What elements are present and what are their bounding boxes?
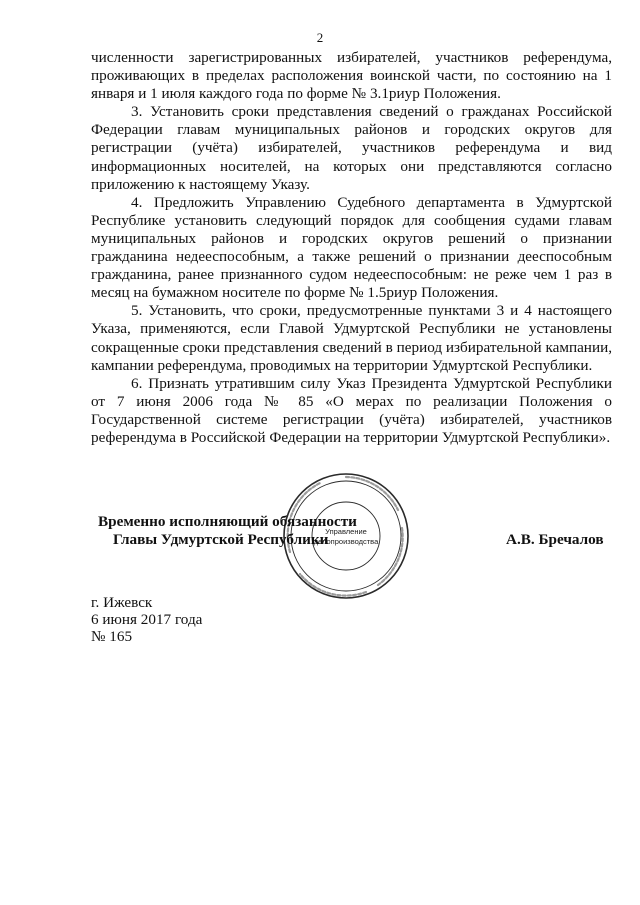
issue-city: г. Ижевск (91, 594, 153, 611)
paragraph-item-3: 3. Установить сроки представления сведений о гражданах Российской Федерации главам муниципальных районов и городских округов для регистрации (учёта) избирателей, участников референдума и вид информационных носителей, на которых они представляются согласно приложению к настоящему Указу. (91, 103, 612, 193)
paragraph-item-6: 6. Признать утратившим силу Указ Президента Удмуртской Республики от 7 июня 2006 года № 85 «О мерах по реализации Положения о Государственной системе регистрации (учёта) избирателей, участников референдума в Российской Федерации на территории Удмуртской Республики». (91, 374, 612, 446)
paragraph-item-5: 5. Установить, что сроки, предусмотренные пунктами 3 и 4 настоящего Указа, применяются, если Главой Удмуртской Республики не установлены сокращенные сроки представления сведений в период избирательной кампании, кампании референдума, проводимых на территории Удмуртской Республики. (91, 302, 612, 374)
signatory-name: А.В. Бречалов (506, 531, 604, 548)
signatory-title-line2: Главы Удмуртской Республики (113, 531, 329, 548)
decree-number: № 165 (91, 628, 133, 645)
paragraph-item-4: 4. Предложить Управлению Судебного департамента в Удмуртской Республике установить следующий порядок для сообщения судами главам муниципальных районов и городских округов решений о признании гражданина недееспособным, а также решений о признании дееспособным гражданина, ранее признанного судом недееспособным: не реже чем 1 раз в месяц на бумажном носителе по форме № 1.5риур Положения. (91, 193, 612, 302)
stamp-text-line1: Управление (325, 527, 367, 536)
document-footer (91, 594, 202, 645)
stamp-text-line2: делопроизводства (313, 537, 379, 546)
page-number: 2 (316, 30, 324, 45)
decree-body (91, 49, 612, 447)
signatory-title-line1: Временно исполняющий обязанности (98, 513, 357, 530)
issue-date: 6 июня 2017 года (91, 611, 203, 628)
paragraph-continuation: численности зарегистрированных избирателей, участников референдума, проживающих в пределах расположения воинской части, по состоянию на 1 января и 1 июля каждого года по форме № 3.1риур Положения. (91, 49, 612, 103)
